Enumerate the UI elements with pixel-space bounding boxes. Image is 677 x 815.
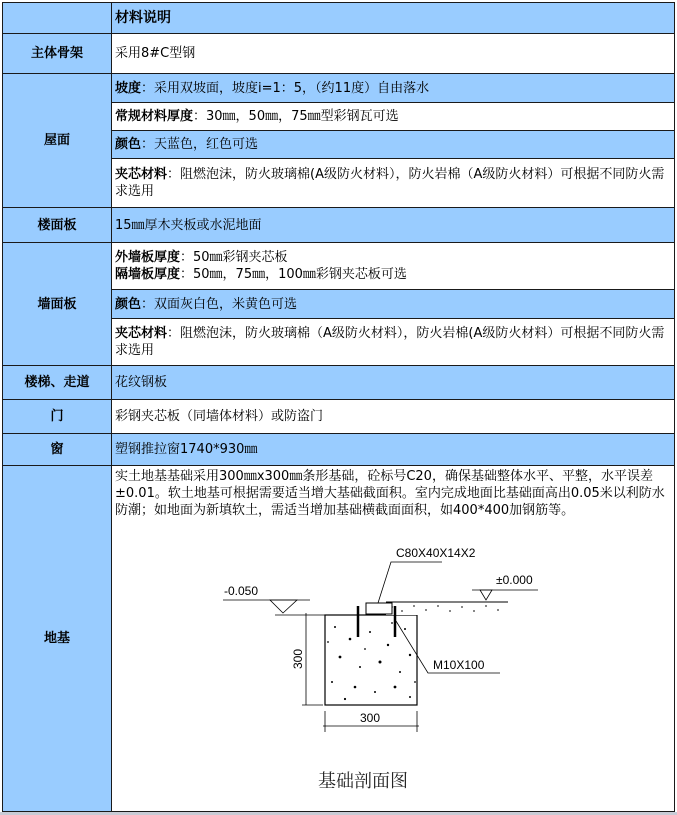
- row-label-stairs: 楼梯、走道: [3, 366, 112, 400]
- roof-core-value: ：阻燃泡沫，防火玻璃棉(A级防火材料），防火岩棉（A级防火材料）可根据不同防火需求选用: [115, 167, 665, 199]
- level-zero-label: ±0.000: [496, 573, 533, 587]
- roof-core: [112, 159, 675, 208]
- roof-color-value: ：天蓝色，红色可选: [141, 137, 259, 152]
- diagram-caption: 基础剖面图: [318, 771, 408, 792]
- wall-outer-key: 外墙板厚度: [115, 250, 181, 265]
- roof-slope-value: ：采用双坡面，坡度i=1：5，（约11度）自由落水: [141, 80, 430, 96]
- foundation-section-diagram: [210, 527, 550, 792]
- channel-label: C80X40X14X2: [396, 546, 476, 560]
- wall-partition: [115, 266, 671, 283]
- wall-core-key: 夹芯材料: [115, 326, 168, 341]
- roof-color-key: 颜色: [115, 137, 142, 152]
- roof-slope-key: 坡度: [115, 80, 142, 96]
- wall-partition-key: 隔墙板厚度: [115, 267, 181, 282]
- roof-thickness-value: ：30㎜，50㎜，75㎜型彩钢瓦可选: [193, 109, 399, 124]
- row-value-window: 塑钢推拉窗1740*930㎜: [112, 434, 675, 466]
- wall-color-value: ：双面灰白色，米黄色可选: [141, 296, 298, 312]
- wall-color: [112, 290, 675, 319]
- materials-spec-table: [2, 2, 675, 812]
- foundation-description: 实土地基基础采用300㎜x300㎜条形基础，砼标号C20，确保基础整体水平、平整，水平误差±0.01。软土地基可根据需要适当增大基础截面积。室内完成地面比基础面高出0.05米以利防水防潮；如地面为新填软土，需适当增加基础横截面面积，如400*400加钢筋等。: [115, 469, 665, 518]
- height-dimension-label: 300: [291, 648, 305, 669]
- level-zero-marker: [480, 590, 492, 600]
- row-value-floor: 15㎜厚木夹板或水泥地面: [112, 208, 675, 243]
- header-label-cell: [3, 3, 112, 34]
- channel-leader-line: [378, 562, 442, 603]
- row-label-window: 窗: [3, 434, 112, 466]
- roof-thickness: [112, 103, 675, 131]
- wall-color-key: 颜色: [115, 296, 142, 312]
- ground-slab: [386, 602, 508, 615]
- roof-slope: [112, 74, 675, 103]
- wall-thickness: [112, 243, 675, 290]
- row-value-stairs: 花纹钢板: [112, 366, 675, 400]
- roof-core-key: 夹芯材料: [115, 167, 168, 182]
- row-label-door: 门: [3, 400, 112, 434]
- bolt-label: M10X100: [433, 658, 485, 672]
- row-value-frame: 采用8#C型钢: [112, 34, 675, 74]
- concrete-footing: [325, 615, 417, 705]
- row-label-foundation: 地基: [3, 466, 112, 812]
- wall-core: [112, 319, 675, 366]
- row-label-floor: 楼面板: [3, 208, 112, 243]
- wall-outer: [115, 249, 671, 266]
- row-label-frame: 主体骨架: [3, 34, 112, 74]
- row-label-roof: 屋面: [3, 74, 112, 208]
- row-value-foundation: [112, 466, 675, 812]
- width-dimension-label: 300: [360, 711, 381, 725]
- wall-outer-value: ：50㎜彩钢夹芯板: [180, 250, 288, 265]
- row-value-door: 彩钢夹芯板（同墙体材料）或防盗门: [112, 400, 675, 434]
- level-base-label: -0.050: [224, 584, 259, 598]
- roof-thickness-key: 常规材料厚度: [115, 109, 194, 124]
- c-channel-steel: [366, 603, 392, 614]
- row-label-wall: 墙面板: [3, 243, 112, 366]
- wall-core-value: ：阻燃泡沫，防火玻璃棉（A级防火材料），防火岩棉(A级防火材料）可根据不同防火需求选用: [115, 326, 665, 358]
- header-title: 材料说明: [112, 3, 675, 34]
- level-base-marker: [270, 600, 297, 613]
- wall-partition-value: ：50㎜，75㎜，100㎜彩钢夹芯板可选: [180, 267, 407, 282]
- roof-color: [112, 131, 675, 159]
